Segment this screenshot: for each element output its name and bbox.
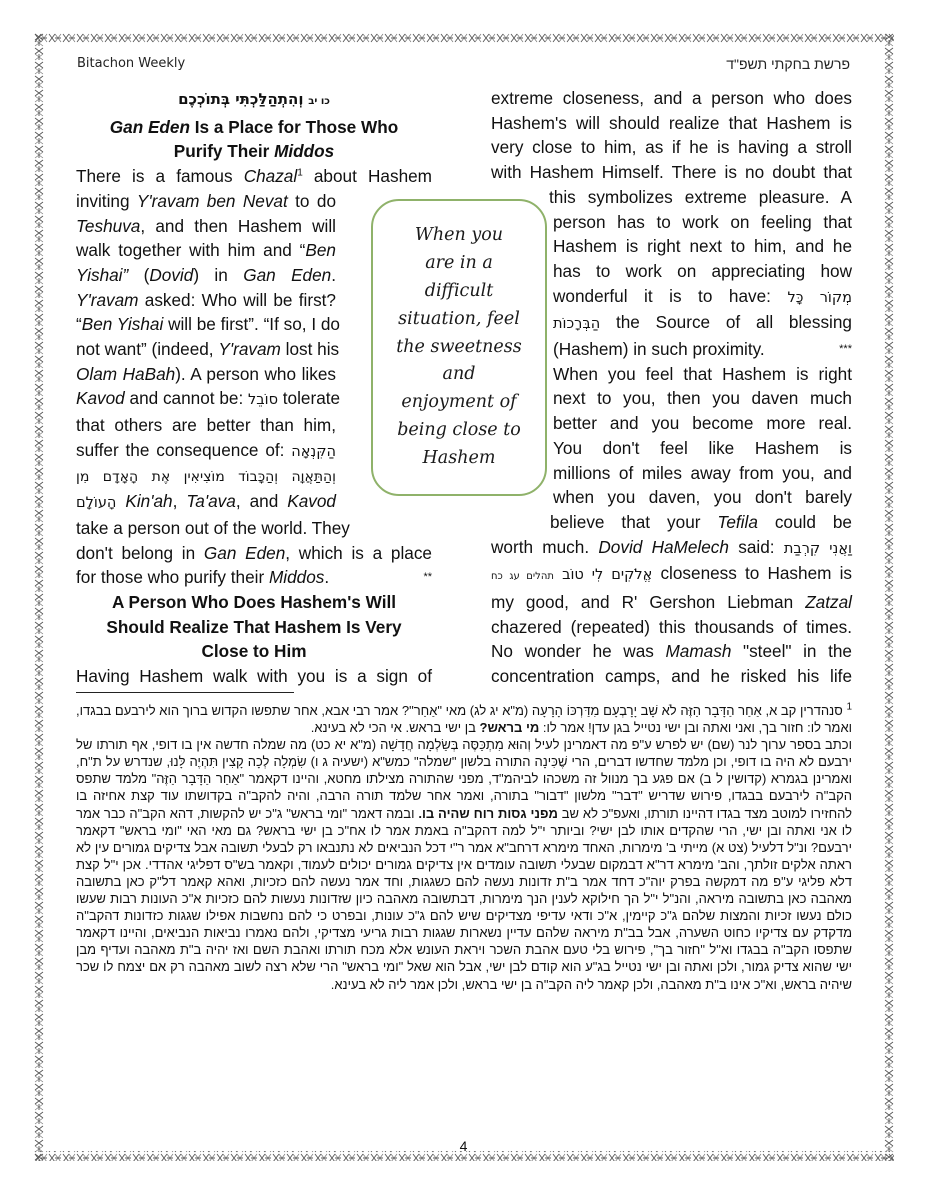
text-line: Olam HaBah). A person who likes [76,363,336,384]
text-line: No wonder he was Mamash "steel" in the [491,641,852,662]
section-separator: *** [839,343,852,356]
text-line: has to work on appreciating how [553,260,852,281]
text-line: don't belong in Gan Eden, which is a place [76,542,432,563]
text-line: worth much. Dovid HaMelech said: וַאֲנִי קִרְבַת [491,536,852,557]
text-line: millions of miles away from you, and [553,462,852,483]
section-heading-1: Gan Eden Is a Place for Those Who Purify Their Middos [109,116,399,162]
text-line: suffer the consequence of: הַקִּנְאָה [76,439,336,460]
text-line: this symbolizes extreme pleasure. A [549,186,852,207]
text-line: When you feel that Hashem is right [553,363,852,384]
publication-title: Bitachon Weekly [77,56,186,71]
citation: תהלים עג כח [491,571,554,583]
text-line: הַבְּרָכוֹת the Source of all blessing [553,312,852,333]
heading-italic: Gan Eden [109,116,190,137]
footnotes [76,702,852,993]
text-line: הָעוֹלָם Kin'ah, Ta'ava, and Kavod [76,491,336,512]
text-line: (Hashem) in such proximity. *** [553,337,852,362]
text-line: There is a famous Chazal$^1$ about Hashem [76,166,432,187]
footnote-separator [76,692,294,693]
text-line: very close to him, as if he is having a stroll [491,137,852,158]
section-separator: ** [423,571,432,584]
text-line: concentration camps, and he risked his life [491,666,852,687]
text-line: believe that your Tefila could be [550,511,852,532]
text-line: Kavod and cannot be: סוֹבֵל tolerate [76,388,341,409]
text-line: תהלים עג כח אֱלֹקִים לִי טוֹב closeness to Hashem is [491,563,852,584]
text-line: when you daven, you don't barely [553,487,852,508]
pasuk-heading [76,86,432,115]
text-line: that others are better than him, [76,415,336,436]
text-line: inviting Y'ravam ben Nevat to do [76,190,336,211]
pasuk-reference: כו יב [308,96,330,107]
footnote-ref[interactable]: 1 [297,167,303,179]
text-line: for those who purify their Middos. ** [76,565,432,590]
text-line: with Hashem Himself. There is no doubt that [491,162,852,183]
page-number: 4 [459,1138,468,1154]
text-line: wonderful it is to have: מְקוֹר כָּל [553,285,852,306]
footnote-1: $^1$ סנהדרין קב א, אַחַר הַדָּבָר הַזֶּה לֹא שָׁב יָרָבְעָם מִדַּרְכּוֹ הָרָעָה (מ"א יג לג) מאי "אַחַר"? אמר רבי אבא, אחר שתפשו הקדוש ברוך הוא לירבעם בבגדו, ואמר לו: חזור בך, ואני ואתה ובן ישי נטייל בגן עדן! אמר לו: מי בראש? בן ישי בראש. אי הכי לא בעינא. [76,701,852,736]
text-line: Hashem's will should realize that Hashem is [491,112,852,133]
text-line: Yishai” (Dovid) in Gan Eden. [76,264,337,285]
text-line: Teshuva, and then Hashem will [76,215,336,236]
text-line: “Ben Yishai will be first”. “If so, I do [76,314,340,335]
text-line: chazered (repeated) this thousands of times. [491,616,852,637]
text-line: next to you, then you daven much [553,388,852,409]
text-line: not want” (indeed, Y'ravam lost his [76,339,340,360]
text-line: walk together with him and “Ben [76,240,336,261]
footnote-marker: 1 [846,701,852,713]
text-line: Y'ravam asked: Who will be first? [76,289,336,310]
text-line: better and you become more real. [553,413,852,434]
right-column [491,86,852,689]
text-line: my good, and R' Gershon Liebman Zatzal [491,592,852,613]
section-heading-2: A Person Who Does Hashem's Will Should Realize That Hashem Is Very Close to Him [106,592,402,662]
hebrew-line: וְהַתַּאֲוָה וְהַכָּבוֹד מוֹצִיאִין אֶת הָאָדָם מִן [76,468,336,485]
parsha-title: פרשת בחקתי תשפ"ד [726,56,850,72]
text-line: Having Hashem walk with you is a sign of [76,666,432,687]
text-line: Hashem is right next to him, and he [553,236,852,257]
text-line: You don't feel like Hashem is [553,437,852,458]
text-line: take a person out of the world. They [76,517,350,538]
footnote-1-continued: וכתב בספר ערוך לנר (שם) יש לפרש ע"פ מה דאמרינן לעיל וְהוּא מִתְכַּסֶּה בְּשַׂלְמָה חֲדָשָׁה (מ"א יא כט) מה שמלה חדשה אין בו דופי, אף תורתו של ירבעם לא היה בו דופי, וכן מלמד שחדשו דברים, הרי שֶׁכִּינָה התורה בלשון "שמלה" כמש"א (ישעיה ג ו) שִׂמְלָה לְכָה קָצִין תִּהְיֶה לָּנוּ, שנדרש על ת"ח, ואמרינן בגמרא (קדושין ל ב) אם פגע בך מנוול זה משכהו לביהמ"ד, מפני שהתורה מצילתו מחטא, והיינו דקאמר "אַחַר הַדָּבָר הַזֶּה" מלמד שתפס הקב"ה לירבעם בבגדו, פירוש שדריש "דבר" מלשון "דבור" בתורה, ואמר אחר שלמד תורה הרבה, והיה להקב"ה בקדושתו עוד קצת אחיזה בו להחזירו למוטב מצד בגדו דהיינו תורתו, ואעפ"כ לא שב מפני גסות רוח שהיה בו. ובמה דאמר "ומי בראש" ג"כ יש להקשות, דהא הקב"ה כבר אמר לו אני ואתה ובן ישי, הרי שהקדים אותו לבן ישי? וביותר י"ל למה דהקב"ה באמת אמר לו אח"כ בן ישי בראש? גם מאי האי "ומי בראש" דקאמר ירבעם? ונ"ל דלעיל (צט א) מייתי ב' מימרות, האחד מימרא דרחב"א אמר ר"י דכל הנביאים לא נתנבאו רק לבעלי תשובה אבל צדיקים גמורים עין לא ראתה אלקים זולתך, והב' מימרא דר"א דבמקום שבעלי תשובה עומדים אין צדיקים גמורים יכולים לעמוד, וקאמר בש"ס דפליגי אהדדי. אכן י"ל קצת דלא פליגי ע"פ מה דמקשה בפרק יוה"כ דחד אמר ב"ת זדונות נעשה להם כשגגות, וחד אמר נעשה להם כזכיות, ואהא קאמר דל"ק כאן בתשובה מאהבה כאן בתשובה מיראה, והנ"ל י"ל הך חילוקא לענין הנך מימרות, דבתשובה מאהבה כיון שזדונות נעשות להם כזכיות א"כ העונות רבות שעשו כולם נעשו זכיות והמצות שלהם ג"כ קיימין, א"כ ודאי עדיפי מצדיקים שיש להם ג"כ עונות, ובפרט כי להם נחשבות אפילו שגגות כזדונות דהקב"ה מדקדק עם צדיקיו כחוט השערה, אבל בב"ת מיראה שלהם עדיין נשארות שגגות רבות גריעי מצדיקי, ולהם נאמרו נביאות הנביאים, והיינו דקאמר שתפסו הקב"ה בבגדו וא"ל "חזור בך", פירוש בלי טעם אהבת השכר ויראת העונש אלא מכח תורתו ואהבת השם ואז יהיה ב"ת מאהבה ועדיף מבן ישי שהוא צדיק גמור, ולכן ואתה ובן ישי נטייל בג"ע הוא קודם לבן ישי, אבל הוא שאל "ומי בראש" הרי שלא רצה לשוב מאהבה רק אם יצמח לו שכר שיהיה בראש, וא"כ אינו ב"ת מאהבה, ולכן קאמר ליה הקב"ה בן ישי בראש, ולכן אמר ליה לא בעינא. [76,737,852,992]
pasuk-text: וְהִתְהַלַּכְתִּי בְּתוֹכְכֶם [178,90,304,108]
text-line: extreme closeness, and a person who does [491,88,852,108]
text-line: person has to work on feeling that [553,211,852,232]
pull-quote-text: When you are in a difficult situation, feel the sweetness and enjoyment of being close to Hashem [396,225,522,468]
